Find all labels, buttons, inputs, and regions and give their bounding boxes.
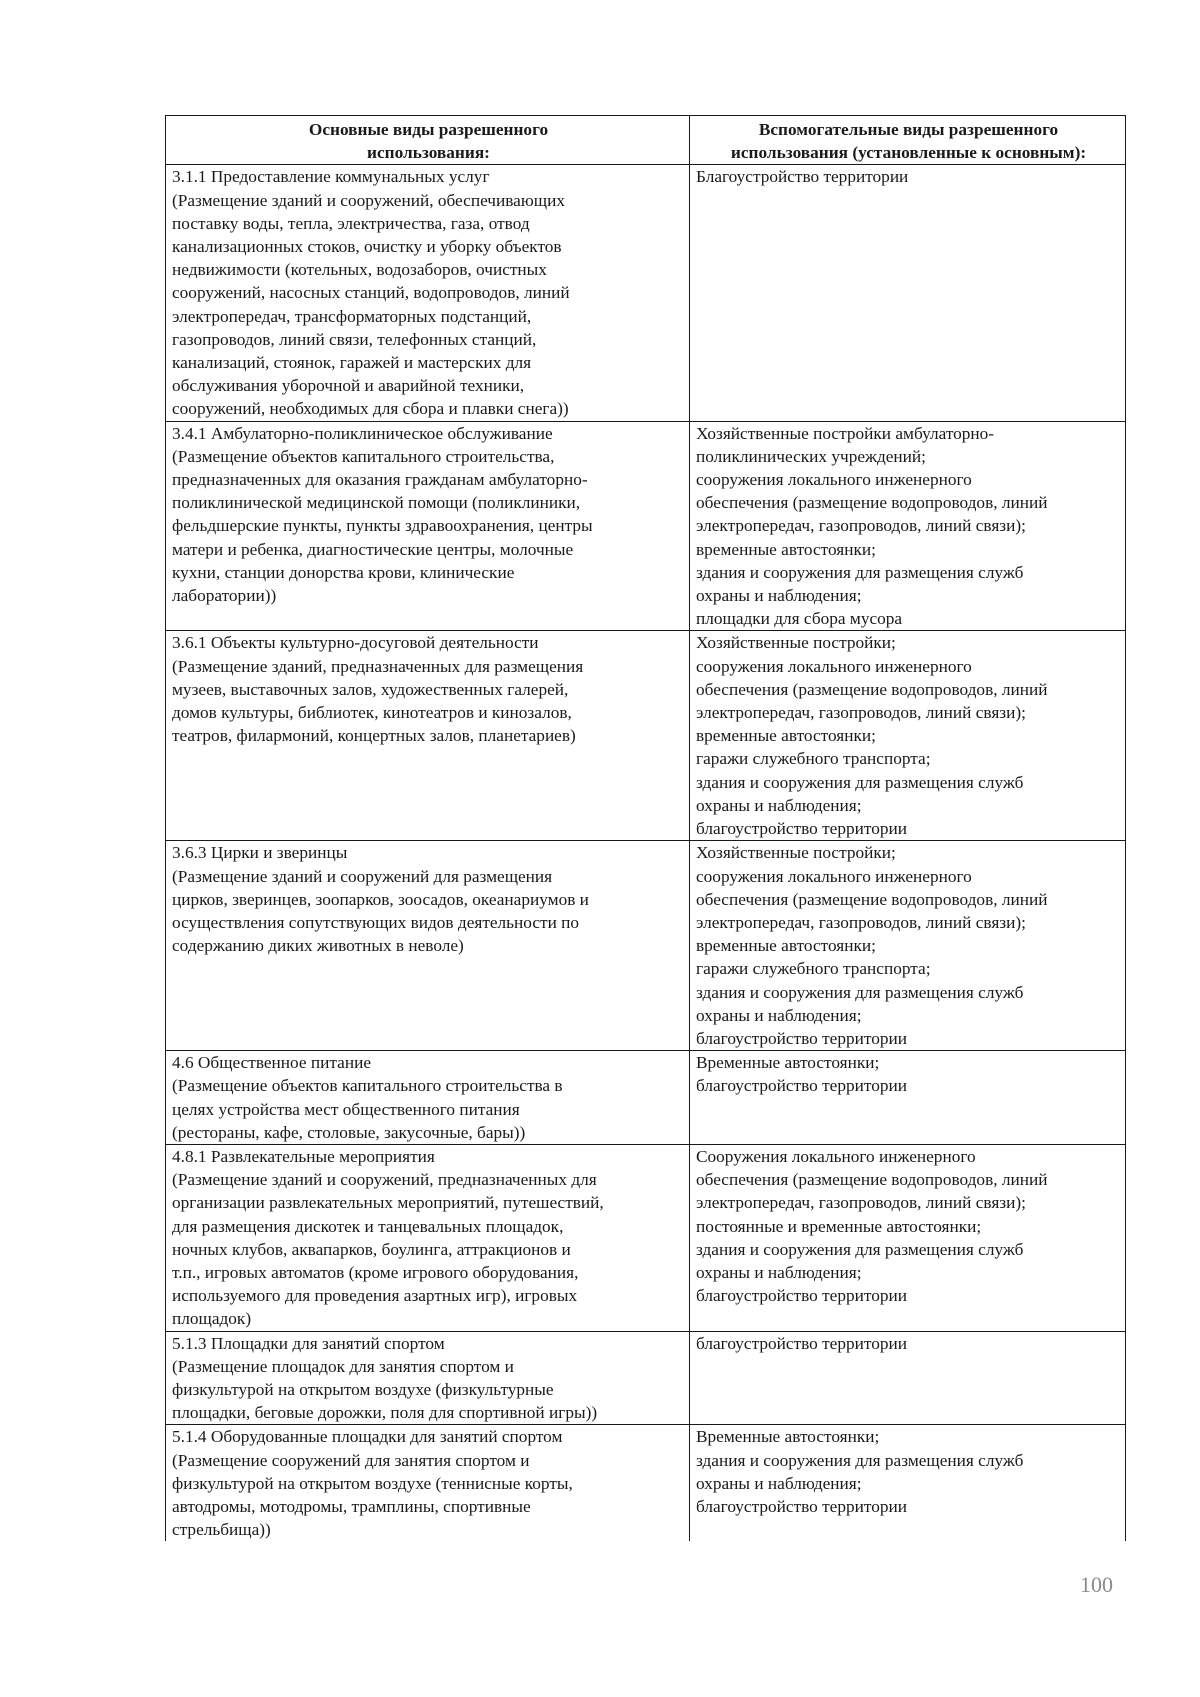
table-row: [166, 1144, 1126, 1331]
main-use-cell: 5.1.4 Оборудованные площадки для занятий спортом (Размещение сооружений для занятия спортом и физкультурой на открытом воздухе (теннисные корты, автодромы, мотодромы, трамплины, спортивные стрельбища)): [166, 1425, 690, 1542]
auxiliary-use-cell: Хозяйственные постройки; сооружения локального инженерного обеспечения (размещение водопроводов, линий электропередач, газопроводов, линий связи); временные автостоянки; гаражи служебного транспорта; здания и сооружения для размещения служб охраны и наблюдения; благоустройство территории: [690, 631, 1126, 841]
header-main-uses: Основные виды разрешенного использования:: [166, 116, 690, 165]
table-row: [166, 841, 1126, 1051]
land-use-table: [165, 115, 1126, 1541]
auxiliary-use-cell: Хозяйственные постройки амбулаторно- поликлинических учреждений; сооружения локального инженерного обеспечения (размещение водопроводов, линий электропередач, газопроводов, линий связи); временные автостоянки; здания и сооружения для размещения служб охраны и наблюдения; площадки для сбора мусора: [690, 421, 1126, 631]
table-row: [166, 165, 1126, 421]
auxiliary-use-cell: Благоустройство территории: [690, 165, 1126, 421]
main-use-cell: 3.6.1 Объекты культурно-досуговой деятельности (Размещение зданий, предназначенных для размещения музеев, выставочных залов, художественных галерей, домов культуры, библиотек, кинотеатров и кинозалов, театров, филармоний, концертных залов, планетариев): [166, 631, 690, 841]
auxiliary-use-cell: Сооружения локального инженерного обеспечения (размещение водопроводов, линий электропередач, газопроводов, линий связи); постоянные и временные автостоянки; здания и сооружения для размещения служб охраны и наблюдения; благоустройство территории: [690, 1144, 1126, 1331]
table-header-row: [166, 116, 1126, 165]
main-use-cell: 3.6.3 Цирки и зверинцы (Размещение зданий и сооружений для размещения цирков, зверинцев, зоопарков, зоосадов, океанариумов и осуществления сопутствующих видов деятельности по содержанию диких животных в неволе): [166, 841, 690, 1051]
header-auxiliary-uses: Вспомогательные виды разрешенного использования (установленные к основным):: [690, 116, 1126, 165]
main-use-cell: 4.6 Общественное питание (Размещение объектов капитального строительства в целях устройства мест общественного питания (рестораны, кафе, столовые, закусочные, бары)): [166, 1051, 690, 1145]
page-number: 100: [1080, 1572, 1113, 1597]
main-use-cell: 3.1.1 Предоставление коммунальных услуг (Размещение зданий и сооружений, обеспечивающих поставку воды, тепла, электричества, газа, отвод канализационных стоков, очистку и уборку объектов недвижимости (котельных, водозаборов, очистных сооружений, насосных станций, водопроводов, линий электропередач, трансформаторных подстанций, газопроводов, линий связи, телефонных станций, канализаций, стоянок, гаражей и мастерских для обслуживания уборочной и аварийной техники, сооружений, необходимых для сбора и плавки снега)): [166, 165, 690, 421]
auxiliary-use-cell: Временные автостоянки; благоустройство территории: [690, 1051, 1126, 1145]
auxiliary-use-cell: Хозяйственные постройки; сооружения локального инженерного обеспечения (размещение водопроводов, линий электропередач, газопроводов, линий связи); временные автостоянки; гаражи служебного транспорта; здания и сооружения для размещения служб охраны и наблюдения; благоустройство территории: [690, 841, 1126, 1051]
table-row: [166, 1425, 1126, 1542]
auxiliary-use-cell: Временные автостоянки; здания и сооружения для размещения служб охраны и наблюдения; благоустройство территории: [690, 1425, 1126, 1542]
table-row: [166, 1331, 1126, 1425]
main-use-cell: 5.1.3 Площадки для занятий спортом (Размещение площадок для занятия спортом и физкультурой на открытом воздухе (физкультурные площадки, беговые дорожки, поля для спортивной игры)): [166, 1331, 690, 1425]
main-use-cell: 3.4.1 Амбулаторно-поликлиническое обслуживание (Размещение объектов капитального строительства, предназначенных для оказания гражданам амбулаторно- поликлинической медицинской помощи (поликлиники, фельдшерские пункты, пункты здравоохранения, центры матери и ребенка, диагностические центры, молочные кухни, станции донорства крови, клинические лаборатории)): [166, 421, 690, 631]
table-row: [166, 421, 1126, 631]
table-row: [166, 631, 1126, 841]
main-use-cell: 4.8.1 Развлекательные мероприятия (Размещение зданий и сооружений, предназначенных для организации развлекательных мероприятий, путешествий, для размещения дискотек и танцевальных площадок, ночных клубов, аквапарков, боулинга, аттракционов и т.п., игровых автоматов (кроме игрового оборудования, используемого для проведения азартных игр), игровых площадок): [166, 1144, 690, 1331]
auxiliary-use-cell: благоустройство территории: [690, 1331, 1126, 1425]
table-row: [166, 1051, 1126, 1145]
